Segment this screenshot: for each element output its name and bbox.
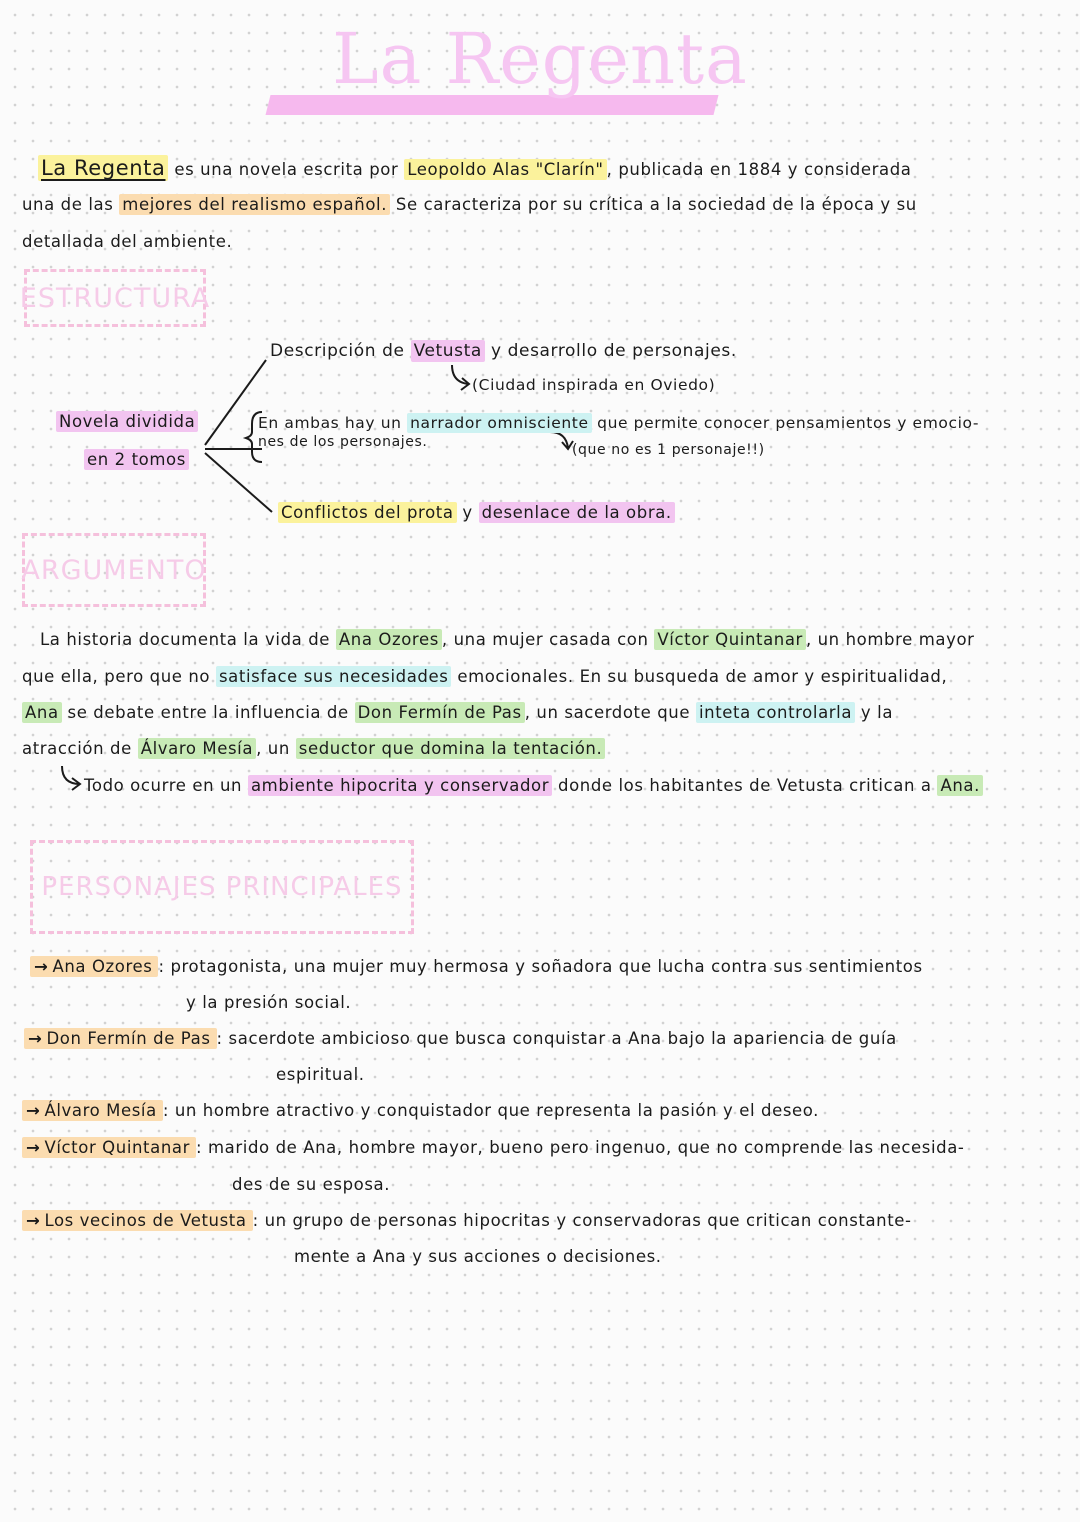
character-name [22, 1137, 196, 1158]
character-4-desc-2: des de su esposa. [232, 1175, 391, 1194]
plot-2b: emocionales. En su busqueda de amor y espiritualidad, [457, 667, 948, 686]
character-5 [22, 1211, 912, 1230]
section-title-argumento: ARGUMENTO [22, 533, 206, 607]
intro-line-3: detallada del ambiente. [22, 232, 233, 251]
character-name-text: Los vecinos de Vetusta [44, 1211, 247, 1230]
plot-line-3 [22, 703, 893, 722]
intro-text-1a: es una novela escrita por [174, 160, 399, 179]
character-name-text: Ana Ozores [52, 957, 153, 976]
plot-4a: atracción de [22, 739, 132, 758]
branch-line-top [205, 360, 266, 445]
plot-satisface: satisface sus necesidades [216, 666, 451, 687]
intro-text-1b: , publicada en 1884 y considerada [606, 160, 912, 179]
right-arrow-icon: → [26, 1138, 41, 1157]
plot-ana-2: Ana [22, 702, 62, 723]
structure-mid-note: (que no es 1 personaje!!) [572, 442, 765, 458]
character-2 [24, 1029, 897, 1048]
plot-line-4 [22, 739, 605, 758]
page-title: La Regenta [332, 18, 748, 100]
intro-text-2b: Se caracteriza por su crítica a la sociedad de la época y su [395, 195, 917, 214]
plot-controlarla: inteta controlarla [696, 702, 855, 723]
right-arrow-icon: → [34, 957, 49, 976]
plot-ambiente: ambiente hipocrita y conservador [248, 775, 552, 796]
right-arrow-icon: → [28, 1029, 43, 1048]
plot-ana-3: Ana. [937, 775, 983, 796]
structure-mid-1 [258, 414, 979, 432]
plot-victor: Víctor Quintanar [654, 629, 806, 650]
character-2-desc-2: espiritual. [276, 1065, 365, 1084]
character-name [30, 956, 158, 977]
character-desc-1: : marido de Ana, hombre mayor, bueno pero ingenuo, que no comprende las necesida- [196, 1138, 965, 1157]
structure-mid-b: que permite conocer pensamientos y emocio- [597, 414, 980, 432]
structure-novela: Novela dividida [56, 411, 198, 432]
character-desc-1: : sacerdote ambicioso que busca conquistar a Ana bajo la apariencia de guía [216, 1029, 897, 1048]
character-name-text: Don Fermín de Pas [46, 1029, 211, 1048]
plot-ana: Ana Ozores [336, 629, 442, 650]
character-name-text: Víctor Quintanar [44, 1138, 190, 1157]
character-desc-1: : un grupo de personas hipocritas y conservadoras que critican constante- [252, 1211, 912, 1230]
structure-top [270, 341, 737, 361]
structure-top-note: (Ciudad inspirada en Oviedo) [472, 376, 716, 394]
structure-top-a: Descripción de [270, 341, 405, 361]
plot-4b: , un [256, 739, 290, 758]
plot-1b: , una mujer casada con [441, 630, 649, 649]
character-1 [30, 957, 923, 976]
curved-arrow-icon [452, 365, 469, 390]
plot-5a: Todo ocurre en un [84, 776, 243, 795]
section-title-personajes: PERSONAJES PRINCIPALES [30, 840, 414, 934]
structure-vetusta: Vetusta [411, 340, 485, 362]
plot-3a: se debate entre la influencia de [67, 703, 349, 722]
plot-1a: La historia documenta la vida de [40, 630, 331, 649]
plot-line-5 [84, 776, 983, 795]
structure-left-1 [56, 412, 198, 431]
character-name [22, 1210, 253, 1231]
structure-mid-2: nes de los personajes. [258, 434, 428, 450]
character-name [24, 1028, 217, 1049]
structure-mid-a: En ambas hay un [258, 414, 402, 432]
character-3 [22, 1101, 819, 1120]
character-4 [22, 1138, 964, 1157]
plot-line-2 [22, 667, 947, 686]
structure-bottom [278, 503, 675, 522]
character-1-desc-2: y la presión social. [186, 993, 352, 1012]
plot-fermin: Don Fermín de Pas [355, 702, 525, 723]
plot-5b: donde los habitantes de Vetusta critican a [558, 776, 932, 795]
structure-y: y [462, 503, 473, 522]
curved-arrow-icon [550, 432, 573, 449]
plot-1c: , un hombre mayor [805, 630, 975, 649]
plot-3c: y la [860, 703, 894, 722]
plot-3b: , un sacerdote que [524, 703, 691, 722]
section-title-estructura: ESTRUCTURA [24, 269, 206, 327]
character-desc-1: : protagonista, una mujer muy hermosa y soñadora que lucha contra sus sentimientos [158, 957, 923, 976]
character-5-desc-2: mente a Ana y sus acciones o decisiones. [294, 1247, 662, 1266]
right-arrow-icon: → [26, 1211, 41, 1230]
structure-conflicts: Conflictos del prota [278, 502, 457, 523]
character-name-text: Álvaro Mesía [44, 1101, 157, 1120]
structure-top-b: y desarrollo de personajes. [490, 341, 737, 361]
intro-text-2a: una de las [22, 195, 114, 214]
plot-line-1 [40, 630, 975, 649]
plot-seductor: seductor que domina la tentación. [296, 738, 606, 759]
structure-tomos: en 2 tomos [84, 449, 189, 470]
intro-best: mejores del realismo español. [119, 194, 390, 215]
structure-end: desenlace de la obra. [479, 502, 675, 523]
right-arrow-icon: → [26, 1101, 41, 1120]
structure-narrator: narrador omnisciente [407, 413, 592, 433]
character-name [22, 1100, 163, 1121]
character-desc-1: : un hombre atractivo y conquistador que representa la pasión y el deseo. [162, 1101, 820, 1120]
structure-left-2 [84, 450, 189, 469]
intro-term: La Regenta [38, 155, 168, 181]
curved-arrow-icon [62, 766, 80, 790]
plot-alvaro: Álvaro Mesía [138, 738, 256, 759]
plot-2a: que ella, pero que no [22, 667, 211, 686]
intro-author: Leopoldo Alas "Clarín" [404, 159, 606, 180]
